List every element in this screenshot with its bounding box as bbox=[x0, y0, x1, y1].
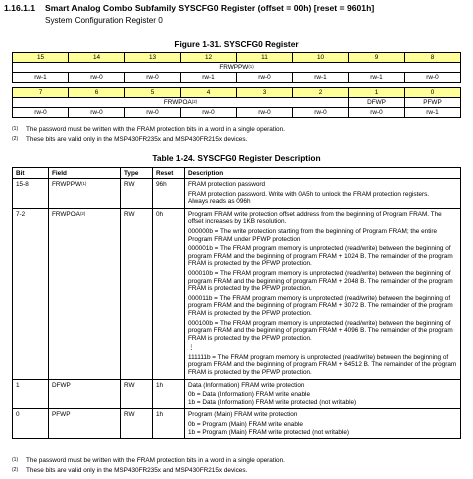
description-paragraph: 111111b = The FRAM program memory is unprotected (read/write) between the beginning of program FRAM and the beginning of program FRAM + 64512 B. The remainder of the program FRAM is protected by the PFWP protection. bbox=[188, 353, 457, 377]
footnote-ref: (2) bbox=[191, 99, 198, 104]
description-paragraph: Program (Main) FRAM write protection bbox=[188, 411, 298, 419]
cell-reset: 96h bbox=[153, 179, 185, 209]
bit-number: 3 bbox=[237, 88, 293, 98]
access-reset: rw-0 bbox=[125, 73, 181, 83]
register-diagram bbox=[12, 52, 461, 118]
figure-title: Figure 1-31. SYSCFG0 Register bbox=[174, 39, 299, 49]
lower-bit-numbers-row bbox=[13, 88, 461, 98]
description-paragraph: 000000b = The write protection starting from the beginning of Program FRAM; the entire Program FRAM under PFWP protection bbox=[188, 227, 438, 243]
footnote-mark: (2) bbox=[12, 467, 19, 473]
cell-field bbox=[49, 208, 121, 379]
access-reset: rw-0 bbox=[181, 108, 237, 118]
section-number: 1.16.1.1 bbox=[4, 3, 36, 13]
access-reset: rw-0 bbox=[405, 73, 461, 83]
table-header-row bbox=[13, 168, 461, 179]
lower-field-row bbox=[13, 98, 461, 108]
footnote-text: The password must be written with the FRAM protection bits in a word in a single operation. bbox=[26, 457, 285, 464]
column-header: Type bbox=[121, 168, 153, 179]
bit-number: 9 bbox=[349, 53, 405, 63]
upper-access-row bbox=[13, 73, 461, 83]
column-header: Reset bbox=[153, 168, 185, 179]
bit-number: 15 bbox=[13, 53, 69, 63]
footnote-mark: (1) bbox=[12, 126, 19, 132]
table-row bbox=[13, 208, 461, 379]
bit-number: 4 bbox=[181, 88, 237, 98]
cell-type: RW bbox=[121, 208, 153, 379]
access-reset: rw-1 bbox=[405, 108, 461, 118]
figure-footnote bbox=[12, 136, 247, 143]
footnote-text: These bits are valid only in the MSP430FR235x and MSP430FR215x devices. bbox=[26, 467, 248, 474]
column-header: Bit bbox=[13, 168, 49, 179]
description-paragraph: FRAM protection password bbox=[188, 181, 266, 188]
bit-number: 1 bbox=[349, 88, 405, 98]
table-row bbox=[13, 379, 461, 409]
bit-number: 14 bbox=[69, 53, 125, 63]
column-header: Field bbox=[49, 168, 121, 179]
footnote-mark: (2) bbox=[12, 136, 19, 142]
cell-field: PFWP bbox=[49, 409, 121, 439]
field-frwppw bbox=[13, 63, 461, 73]
bit-number: 12 bbox=[181, 53, 237, 63]
field-name: FRWPOA bbox=[52, 210, 80, 218]
cell-description bbox=[185, 379, 461, 409]
access-reset: rw-0 bbox=[349, 108, 405, 118]
bit-number: 5 bbox=[125, 88, 181, 98]
column-header: Description bbox=[185, 168, 461, 179]
cell-description bbox=[185, 179, 461, 209]
description-paragraph: Data (Information) FRAM write protection bbox=[188, 381, 305, 389]
table-title: Table 1-24. SYSCFG0 Register Description bbox=[152, 153, 321, 163]
bit-number: 11 bbox=[237, 53, 293, 63]
access-reset: rw-1 bbox=[181, 73, 237, 83]
field-frwpoa bbox=[13, 98, 349, 108]
cell-bit: 7-2 bbox=[13, 208, 49, 379]
lower-access-row bbox=[13, 108, 461, 118]
access-reset: rw-0 bbox=[13, 108, 69, 118]
access-reset: rw-1 bbox=[13, 73, 69, 83]
cell-description bbox=[185, 409, 461, 439]
footnote-mark: (1) bbox=[12, 457, 19, 463]
description-paragraph: Program FRAM write protection offset address from the beginning of Program FRAM. The offset increases by 1KB resolution. bbox=[188, 210, 442, 226]
cell-reset: 1h bbox=[153, 379, 185, 409]
bit-number: 7 bbox=[13, 88, 69, 98]
access-reset: rw-1 bbox=[293, 73, 349, 83]
description-paragraph: 000010b = The FRAM program memory is unprotected (read/write) between the beginning of program FRAM and the beginning of program FRAM + 2048 B. The remainder of the program FRAM is protected by the PFWP protection. bbox=[188, 269, 453, 293]
access-reset: rw-0 bbox=[69, 73, 125, 83]
field-dfwp: DFWP bbox=[349, 98, 405, 108]
register-description-table bbox=[12, 167, 461, 439]
bit-number: 13 bbox=[125, 53, 181, 63]
table-row bbox=[13, 179, 461, 209]
bit-number: 10 bbox=[293, 53, 349, 63]
table-footnote bbox=[12, 467, 247, 474]
cell-field bbox=[49, 179, 121, 209]
access-reset: rw-0 bbox=[293, 108, 349, 118]
cell-reset: 1h bbox=[153, 409, 185, 439]
cell-reset: 0h bbox=[153, 208, 185, 379]
cell-bit: 0 bbox=[13, 409, 49, 439]
access-reset: rw-0 bbox=[237, 108, 293, 118]
access-reset: rw-0 bbox=[125, 108, 181, 118]
bit-number: 6 bbox=[69, 88, 125, 98]
cell-type: RW bbox=[121, 179, 153, 209]
description-paragraph: 0b = Program (Main) FRAM write enable 1b = Program (Main) FRAM write protected (not writable) bbox=[188, 421, 350, 436]
description-paragraph: 000011b = The FRAM program memory is unprotected (read/write) between the beginning of program FRAM and the beginning of program FRAM + 3072 B. The remainder of the program FRAM is protected by the PFWP protection. bbox=[188, 294, 453, 317]
description-paragraph: 0b = Data (Information) FRAM write enable 1b = Data (Information) FRAM write protected (not writable) bbox=[188, 391, 357, 406]
upper-bit-numbers-row bbox=[13, 53, 461, 63]
description-paragraph: FRAM protection password. Write with 0A5h to unlock the FRAM protection registers. Always reads as 096h bbox=[188, 190, 430, 206]
bit-number: 0 bbox=[405, 88, 461, 98]
access-reset: rw-0 bbox=[69, 108, 125, 118]
cell-description bbox=[185, 208, 461, 379]
description-paragraph: 000001b = The FRAM program memory is unprotected (read/write) between the beginning of program FRAM and the beginning of program FRAM + 1024 B. The remainder of the program FRAM is protected by the PFWP protection. bbox=[188, 245, 453, 268]
footnote-ref: (1) bbox=[81, 181, 87, 186]
footnote-ref: (2) bbox=[79, 210, 86, 216]
access-reset: rw-1 bbox=[349, 73, 405, 83]
field-pfwp: PFWP bbox=[405, 98, 461, 108]
description-paragraph: 000100b = The FRAM program memory is unprotected (read/write) between the beginning of program FRAM and the beginning of program FRAM + 4096 B. The remainder of the program FRAM is protected by the PFWP protection. bbox=[188, 319, 453, 342]
figure-footnote bbox=[12, 126, 285, 133]
cell-field: DFWP bbox=[49, 379, 121, 409]
access-reset: rw-0 bbox=[237, 73, 293, 83]
bit-number: 8 bbox=[405, 53, 461, 63]
section-subtitle: System Configuration Register 0 bbox=[45, 16, 163, 25]
field-name: FRWPOA bbox=[163, 99, 192, 106]
cell-bit: 15-8 bbox=[13, 179, 49, 209]
cell-bit: 1 bbox=[13, 379, 49, 409]
section-title: Smart Analog Combo Subfamily SYSCFG0 Register (offset = 00h) [reset = 9601h] bbox=[45, 3, 375, 13]
footnote-text: These bits are valid only in the MSP430FR235x and MSP430FR215x devices. bbox=[26, 136, 248, 143]
cell-type: RW bbox=[121, 379, 153, 409]
footnote-ref: (1) bbox=[248, 64, 254, 69]
table-footnote bbox=[12, 457, 285, 464]
bit-number: 2 bbox=[293, 88, 349, 98]
upper-field-row bbox=[13, 63, 461, 73]
cell-type: RW bbox=[121, 409, 153, 439]
footnote-text: The password must be written with the FRAM protection bits in a word in a single operation. bbox=[26, 126, 285, 133]
ellipsis-marker: ⋮ bbox=[188, 344, 195, 352]
section-heading bbox=[4, 3, 374, 13]
table-row bbox=[13, 409, 461, 439]
field-name: FRWPPW bbox=[52, 181, 81, 188]
field-name: FRWPPW bbox=[219, 64, 249, 71]
